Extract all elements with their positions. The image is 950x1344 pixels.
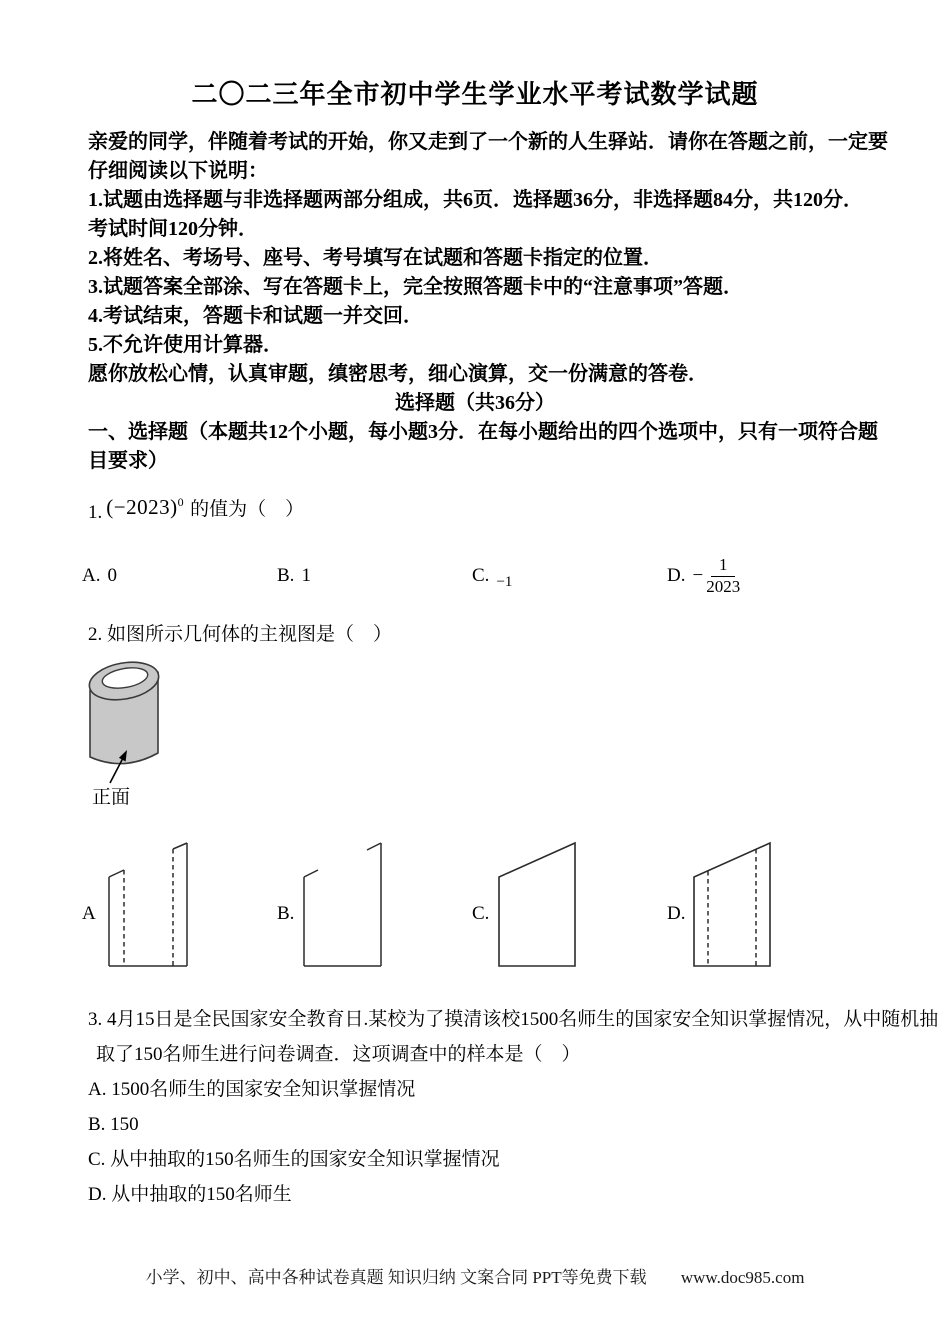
section-instruction-2: 目要求） bbox=[88, 450, 168, 472]
q3-option-b: B. 150 bbox=[88, 1114, 139, 1135]
instruction-5: 5.不允许使用计算器． bbox=[88, 334, 283, 356]
q2-option-d-label: D. bbox=[667, 903, 686, 924]
question-1-number: 1. bbox=[88, 502, 103, 523]
page-content bbox=[0, 128, 950, 1212]
q2-option-c-shape bbox=[496, 840, 586, 970]
question-3-stem-line-1: 3. 4月15日是全民国家安全教育日.某校为了摸清该校1500名师生的国家安全知识掌握情况，从中随机抽 bbox=[88, 1009, 939, 1030]
fraction-stack bbox=[706, 555, 740, 597]
fraction-numerator: 1 bbox=[711, 555, 736, 576]
q1-option-c bbox=[472, 565, 667, 590]
q1-option-a-label: A. bbox=[82, 565, 101, 586]
q2-option-b-label: B. bbox=[277, 903, 295, 924]
wish-line: 愿你放松心情，认真审题，缜密思考，细心演算，交一份满意的答卷． bbox=[88, 363, 708, 385]
q3-option-d: D. 从中抽取的150名师生 bbox=[88, 1184, 292, 1205]
instruction-3: 3.试题答案全部涂、写在答题卡上，完全按照答题卡中的“注意事项”答题． bbox=[88, 276, 743, 298]
expression-exponent: 0 bbox=[177, 494, 185, 509]
q1-option-d-fraction bbox=[692, 555, 740, 597]
fraction-minus-sign: − bbox=[692, 565, 704, 586]
expression-base: (−2023) bbox=[106, 494, 178, 519]
footer-site: www.doc985.com bbox=[680, 1268, 805, 1287]
section-title: 选择题（共36分） bbox=[395, 392, 555, 414]
question-1-text: 的值为（ ） bbox=[190, 498, 305, 520]
question-1-options bbox=[82, 552, 862, 600]
q1-option-c-value: −1 bbox=[496, 573, 513, 590]
instruction-2: 2.将姓名、考场号、座号、考号填写在试题和答题卡指定的位置． bbox=[88, 247, 663, 269]
q2-option-c bbox=[472, 840, 667, 970]
question-2-figure bbox=[80, 650, 862, 810]
q1-option-b-label: B. bbox=[277, 565, 295, 586]
q1-option-c-label: C. bbox=[472, 565, 490, 586]
fraction-denominator: 2023 bbox=[706, 576, 741, 596]
section-instruction-1: 一、选择题（本题共12个小题，每小题3分．在每小题给出的四个选项中，只有一项符合题 bbox=[88, 421, 878, 443]
question-1-expression bbox=[106, 495, 184, 520]
q3-option-a: A. 1500名师生的国家安全知识掌握情况 bbox=[88, 1079, 416, 1100]
q2-option-b bbox=[277, 840, 472, 970]
q2-option-a-label: A bbox=[82, 903, 96, 924]
footer-text: 小学、初中、高中各种试卷真题 知识归纳 文案合同 PPT等免费下载 bbox=[145, 1268, 647, 1287]
q1-option-b-value: 1 bbox=[301, 565, 311, 586]
question-2-stem: 2. 如图所示几何体的主视图是（ ） bbox=[88, 624, 393, 645]
instruction-1a: 1.试题由选择题与非选择题两部分组成，共6页．选择题36分，非选择题84分，共120分． bbox=[88, 189, 863, 211]
question-3 bbox=[88, 1002, 939, 1212]
question-1-stem bbox=[88, 490, 862, 524]
q1-option-d-label: D. bbox=[667, 565, 686, 586]
q2-option-d-shape bbox=[691, 840, 781, 970]
question-2-options bbox=[82, 840, 862, 970]
q1-option-a bbox=[82, 565, 277, 587]
page-title: 二〇二三年全市初中学生学业水平考试数学试题 bbox=[191, 80, 759, 109]
exam-instructions bbox=[88, 128, 888, 476]
q1-option-a-value: 0 bbox=[107, 565, 117, 586]
intro-line-2: 仔细阅读以下说明： bbox=[88, 160, 268, 182]
q2-option-a bbox=[82, 840, 277, 970]
instruction-1b: 考试时间120分钟． bbox=[88, 218, 258, 240]
q1-option-b bbox=[277, 565, 472, 587]
q2-option-a-shape bbox=[106, 840, 196, 970]
q1-option-d bbox=[667, 555, 862, 597]
q3-option-c: C. 从中抽取的150名师生的国家安全知识掌握情况 bbox=[88, 1149, 500, 1170]
front-label: 正面 bbox=[92, 787, 131, 808]
q2-option-b-shape bbox=[301, 840, 391, 970]
page-footer bbox=[0, 1263, 950, 1288]
cylinder-figure bbox=[80, 650, 210, 810]
q2-option-c-label: C. bbox=[472, 903, 490, 924]
q2-option-d bbox=[667, 840, 862, 970]
question-3-stem-line-2: 取了150名师生进行问卷调查．这项调查中的样本是（ ） bbox=[96, 1044, 581, 1065]
intro-line-1: 亲爱的同学，伴随着考试的开始，你又走到了一个新的人生驿站．请你在答题之前，一定要 bbox=[88, 131, 888, 153]
instruction-4: 4.考试结束，答题卡和试题一并交回． bbox=[88, 305, 423, 327]
